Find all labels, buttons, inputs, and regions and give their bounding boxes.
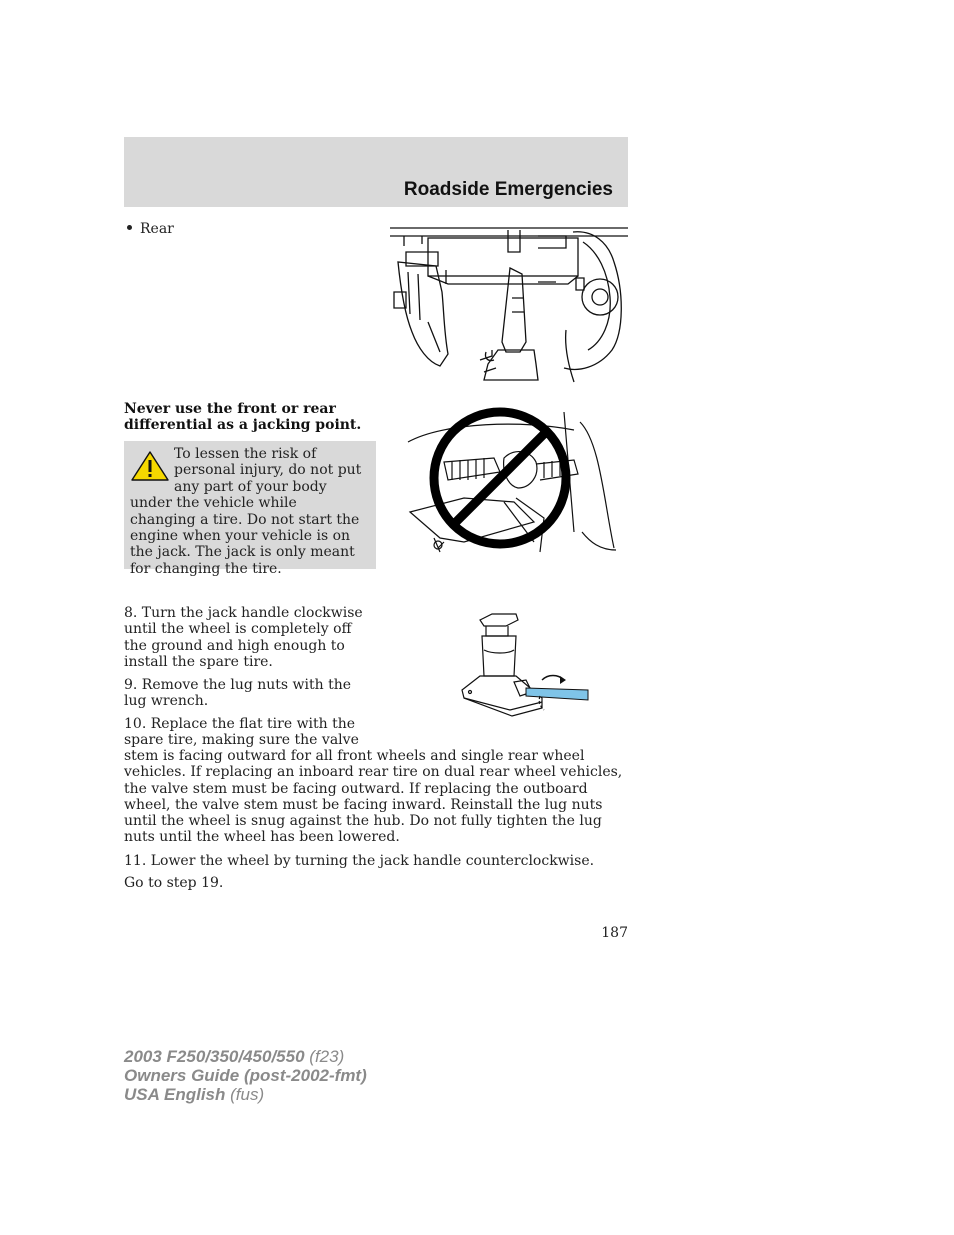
prohibition-sign-icon <box>434 412 566 544</box>
footer-line-3 <box>124 1085 367 1104</box>
warning-text: To lessen the risk of personal injury, do not put any part of your body under the vehicle while changing a tire. Do not start the engine when your vehicle is on the jack. The jack is only meant for changing the tire. <box>130 446 362 577</box>
footer-language: USA English <box>124 1085 226 1104</box>
step-8: 8. Turn the jack handle clockwise until the wheel is completely off the ground and high enough to install the spare tire. <box>124 605 363 670</box>
footer-model: 2003 F250/350/450/550 <box>124 1047 305 1066</box>
step-11: 11. Lower the wheel by turning the jack handle counterclockwise. <box>124 853 595 869</box>
footer-language-code: (fus) <box>230 1085 265 1104</box>
footer-line-1 <box>124 1047 367 1066</box>
warning-triangle-icon <box>130 450 170 482</box>
document-footer <box>124 1047 367 1104</box>
warning-box <box>124 441 376 577</box>
section-header-band <box>124 137 628 207</box>
step-10-body: stem is facing outward for all front wheels and single rear wheel vehicles. If replacing an inboard rear tire on dual rear wheel vehicles, the valve stem must be facing outward. If replacing the outboard wheel, the valve stem must be facing inward. Reinstall the lug nuts until the wheel is snug against the hub. Do not fully tighten the lug nuts until the wheel has been lowered. <box>124 748 623 846</box>
footer-model-code: (f23) <box>309 1047 345 1066</box>
page-number: 187 <box>601 925 628 941</box>
footer-line-2: Owners Guide (post-2002-fmt) <box>124 1066 367 1085</box>
step-9: 9. Remove the lug nuts with the lug wrench. <box>124 677 352 710</box>
bullet-label: Rear <box>140 221 174 237</box>
rear-axle-jack-illustration <box>388 222 632 384</box>
goto-step-19: Go to step 19. <box>124 875 224 891</box>
differential-warning-note: Never use the front or rear differential as a jacking point. <box>124 401 362 433</box>
section-title: Roadside Emergencies <box>403 179 613 200</box>
bullet-dot <box>127 225 132 230</box>
differential-prohibited-illustration <box>404 402 620 564</box>
step-10-intro: 10. Replace the flat tire with the spare tire, making sure the valve <box>124 716 359 749</box>
bullet-item-rear <box>124 221 174 237</box>
bottle-jack-illustration <box>452 610 592 720</box>
